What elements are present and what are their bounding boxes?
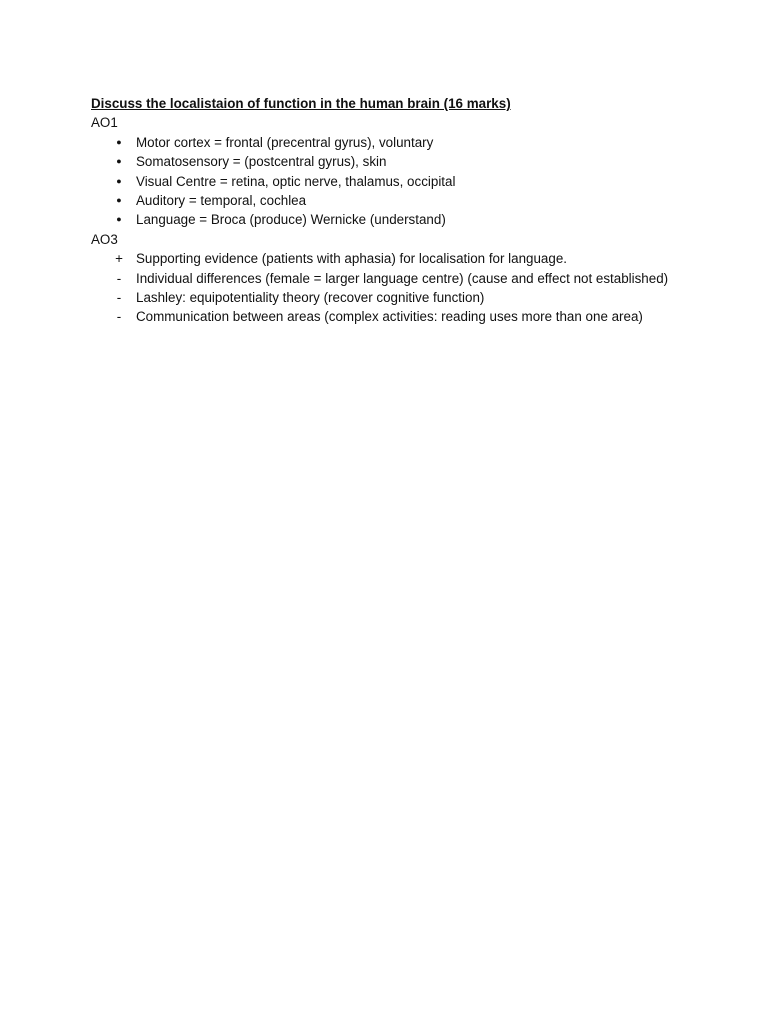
bullet-icon: ●	[116, 136, 122, 147]
list-item	[91, 269, 691, 288]
list-item-text: Communication between areas (complex activities: reading uses more than one area)	[136, 309, 643, 325]
list-item-text: Supporting evidence (patients with aphasia) for localisation for language.	[136, 251, 567, 267]
list-item-text: Lashley: equipotentiality theory (recover cognitive function)	[136, 290, 485, 306]
document-body	[91, 94, 691, 327]
plus-marker-icon: +	[115, 251, 123, 267]
bullet-icon: ●	[116, 214, 122, 225]
list-item	[91, 288, 691, 307]
ao3-list	[91, 249, 691, 327]
section-heading-ao3: AO3	[91, 231, 118, 247]
document-title: Discuss the localistaion of function in the human brain (16 marks)	[91, 96, 511, 111]
list-item	[91, 172, 691, 191]
minus-marker-icon: -	[116, 270, 122, 286]
list-item-text: Motor cortex = frontal (precentral gyrus), voluntary	[136, 134, 434, 150]
bullet-icon: ●	[116, 195, 122, 206]
list-item-text: Somatosensory = (postcentral gyrus), skin	[136, 154, 387, 170]
list-item	[91, 210, 691, 229]
list-item-text: Auditory = temporal, cochlea	[136, 193, 307, 209]
list-item	[91, 307, 691, 326]
minus-marker-icon: -	[116, 290, 122, 306]
section-heading-ao1: AO1	[91, 115, 118, 131]
list-item-text: Visual Centre = retina, optic nerve, thalamus, occipital	[136, 173, 456, 189]
list-item	[91, 249, 691, 268]
ao1-list	[91, 133, 691, 230]
list-item-text: Language = Broca (produce) Wernicke (understand)	[136, 212, 446, 228]
list-item	[91, 191, 691, 210]
list-item	[91, 133, 691, 152]
minus-marker-icon: -	[116, 309, 122, 325]
list-item	[91, 152, 691, 171]
bullet-icon: ●	[116, 156, 122, 167]
list-item-text: Individual differences (female = larger language centre) (cause and effect not established)	[136, 270, 669, 286]
bullet-icon: ●	[116, 175, 122, 186]
